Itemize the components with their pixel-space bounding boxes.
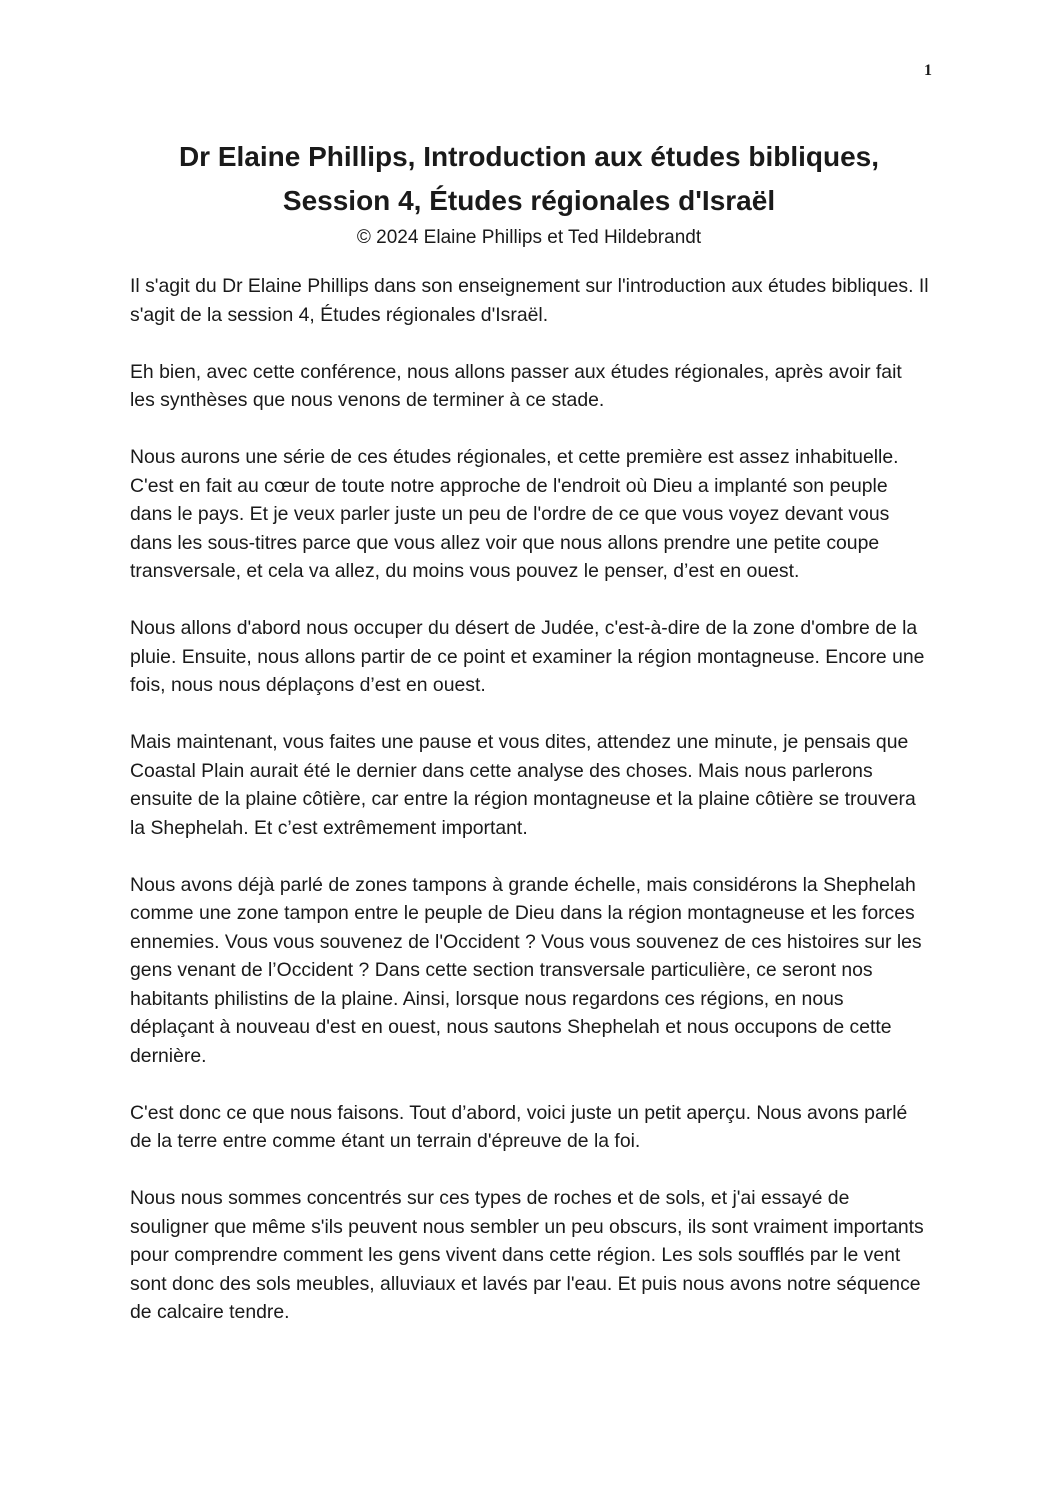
paragraph: Nous aurons une série de ces études régionales, et cette première est assez inhabituelle. C'est en fait au cœur de toute notre approche de l'endroit où Dieu a implanté son peuple dans le pays. Et je veux parler juste un peu de l'ordre de ce que vous voyez devant vous dans les sous-titres parce que vous allez voir que nous allons prendre une petite coupe transversale, et cela va allez, du moins vous pouvez le penser, d’est en ouest. — [130, 446, 899, 582]
paragraph: Il s'agit du Dr Elaine Phillips dans son enseignement sur l'introduction aux études bibliques. Il s'agit de la session 4, Études régionales d'Israël. — [130, 275, 929, 326]
paragraph: C'est donc ce que nous faisons. Tout d’abord, voici juste un petit aperçu. Nous avons parlé de la terre entre comme étant un terrain d'épreuve de la foi. — [130, 1101, 908, 1152]
title-line-1: Dr Elaine Phillips, Introduction aux études bibliques, — [178, 141, 880, 172]
document-body — [130, 272, 930, 1355]
paragraph: Mais maintenant, vous faites une pause et vous dites, attendez une minute, je pensais que Coastal Plain aurait été le dernier dans cette analyse des choses. Mais nous parlerons ensuite de la plaine côtière, car entre la région montagneuse et la plaine côtière se trouvera la Shephelah. Et c’est extrêmement important. — [130, 731, 916, 839]
paragraph: Nous nous sommes concentrés sur ces types de roches et de sols, et j'ai essayé de souligner que même s'ils peuvent nous sembler un peu obscurs, ils sont vraiment importants pour comprendre comment les gens vivent dans cette région. Les sols soufflés par le vent sont donc des sols meubles, alluviaux et lavés par l'eau. Et puis nous avons notre séquence de calcaire tendre. — [130, 1187, 924, 1323]
title-line-2: Session 4, Études régionales d'Israël — [282, 185, 776, 216]
document-title — [100, 135, 958, 223]
paragraph: Eh bien, avec cette conférence, nous allons passer aux études régionales, après avoir fait les synthèses que nous venons de terminer à ce stade. — [130, 360, 902, 411]
document-header — [100, 135, 958, 251]
copyright-notice: © 2024 Elaine Phillips et Ted Hildebrandt — [356, 227, 702, 248]
paragraph: Nous allons d'abord nous occuper du désert de Judée, c'est-à-dire de la zone d'ombre de la pluie. Ensuite, nous allons partir de ce point et examiner la région montagneuse. Encore une fois, nous nous déplaçons d’est en ouest. — [130, 617, 925, 696]
page-number: 1 — [924, 62, 932, 79]
paragraph: Nous avons déjà parlé de zones tampons à grande échelle, mais considérons la Shephelah comme une zone tampon entre le peuple de Dieu dans la région montagneuse et les forces ennemies. Vous vous souvenez de l'Occident ? Vous vous souvenez de ces histoires sur les gens venant de l’Occident ? Dans cette section transversale particulière, ce seront nos habitants philistins de la plaine. Ainsi, lorsque nous regardons ces régions, en nous déplaçant à nouveau d'est en ouest, nous sautons Shephelah et nous occupons de cette dernière. — [130, 873, 922, 1067]
